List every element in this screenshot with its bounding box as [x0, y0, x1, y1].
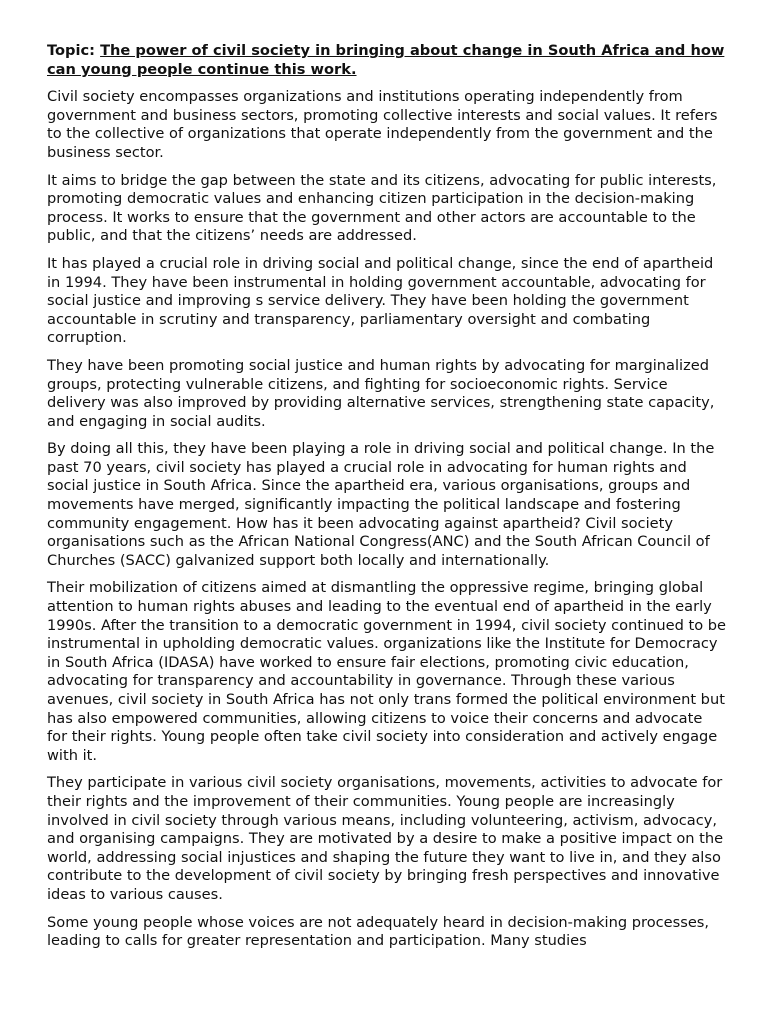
paragraph-5: By doing all this, they have been playing a role in driving social and political change. In the past 70 years, civil society has played a crucial role in advocating for human rights and social justice in South Africa. Since the apartheid era, various organisations, groups and movements have merged, significantly impacting the political landscape and fostering community engagement. How has it been advocating against apartheid? Civil society organisations such as the African National Congress(ANC) and the South African Council of Churches (SACC) galvanized support both locally and internationally. [47, 440, 715, 569]
paragraph-2: It aims to bridge the gap between the state and its citizens, advocating for public interests, promoting democratic values and enhancing citizen participation in the decision-making process. It works to ensure that the government and other actors are accountable to the public, and that the citizens’ needs are addressed. [47, 171, 717, 245]
topic-label: Topic: [47, 42, 95, 59]
paragraph-6: Their mobilization of citizens aimed at dismantling the oppressive regime, bringing global attention to human rights abuses and leading to the eventual end of apartheid in the early 1990s. After the transition to a democratic government in 1994, civil society continued to be instrumental in upholding democratic values. organizations like the Institute for Democracy in South Africa (IDASA) have worked to ensure fair elections, promoting civic education, advocating for transparency and accountability in governance. Through these various avenues, civil society in South Africa has not only trans formed the political environment but has also empowered communities, allowing citizens to voice their concerns and advocate for their rights. Young people often take civil society into consideration and actively engage with it. [47, 579, 727, 764]
paragraph-8: Some young people whose voices are not adequately heard in decision-making processes, leading to calls for greater representation and participation. Many studies [47, 913, 710, 950]
paragraph-3: It has played a crucial role in driving social and political change, since the end of apartheid in 1994. They have been instrumental in holding government accountable, advocating for social justice and improving s service delivery. They have been holding the government accountable in scrutiny and transparency, parliamentary oversight and combating corruption. [47, 254, 714, 347]
paragraph-1: Civil society encompasses organizations and institutions operating independently from government and business sectors, promoting collective interests and social values. It refers to the collective of organizations that operate independently from the government and the business sector. [47, 88, 718, 161]
topic-title: The power of civil society in bringing about change in South Africa and how can young people continue this work. [47, 42, 725, 78]
document-page [47, 42, 727, 960]
paragraph-4: They have been promoting social justice and human rights by advocating for marginalized groups, protecting vulnerable citizens, and fighting for socioeconomic rights. Service delivery was also improved by providing alternative services, strengthening state capacity, and engaging in social audits. [47, 356, 715, 430]
topic-heading [47, 42, 727, 79]
paragraph-7: They participate in various civil society organisations, movements, activities to advocate for their rights and the improvement of their communities. Young people are increasingly involved in civil society through various means, including volunteering, activism, advocacy, and organising campaigns. They are motivated by a desire to make a positive impact on the world, addressing social injustices and shaping the future they want to live in, and they also contribute to the development of civil society by bringing fresh perspectives and innovative ideas to various causes. [47, 774, 724, 903]
